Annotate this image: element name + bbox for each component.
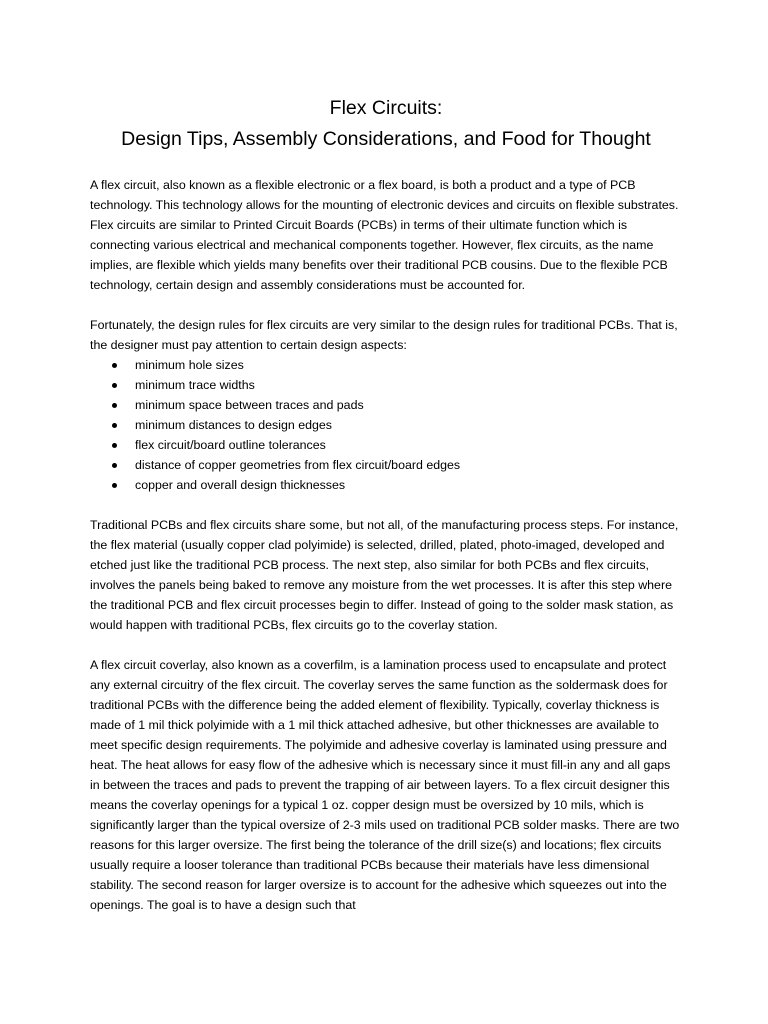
bullet-icon xyxy=(112,483,117,488)
design-aspects-list xyxy=(90,355,682,495)
list-item: distance of copper geometries from flex circuit/board edges xyxy=(90,455,682,475)
document-page xyxy=(90,93,682,915)
paragraph-manufacturing: Traditional PCBs and flex circuits share some, but not all, of the manufacturing process steps. For instance, the flex material (usually copper clad polyimide) is selected, drilled, plated, photo-imaged, developed and etched just like the traditional PCB process. The next step, also similar for both PCBs and flex circuits, involves the panels being baked to remove any moisture from the wet processes. It is after this step where the traditional PCB and flex circuit processes begin to differ. Instead of going to the solder mask station, as would happen with traditional PCBs, flex circuits go to the coverlay station. xyxy=(90,518,679,632)
bullet-icon xyxy=(112,363,117,368)
list-item: minimum distances to design edges xyxy=(90,415,682,435)
list-item: copper and overall design thicknesses xyxy=(90,475,682,495)
list-item: minimum hole sizes xyxy=(90,355,682,375)
document-title xyxy=(70,93,702,155)
title-line-2: Design Tips, Assembly Considerations, and Food for Thought xyxy=(121,128,651,150)
bullet-icon xyxy=(112,423,117,428)
list-item: flex circuit/board outline tolerances xyxy=(90,435,682,455)
list-item: minimum space between traces and pads xyxy=(90,395,682,415)
title-line-1: Flex Circuits: xyxy=(329,97,443,119)
bullet-icon xyxy=(112,403,117,408)
paragraph-coverlay: A flex circuit coverlay, also known as a coverfilm, is a lamination process used to encapsulate and protect any external circuitry of the flex circuit. The coverlay serves the same function as the soldermask does for traditional PCBs with the difference being the added element of flexibility. Typically, coverlay thickness is made of 1 mil thick polyimide with a 1 mil thick attached adhesive, but other thicknesses are available to meet specific design requirements. The polyimide and adhesive coverlay is laminated using pressure and heat. The heat allows for easy flow of the adhesive which is necessary since it must fill-in any and all gaps in between the traces and pads to prevent the trapping of air between layers. To a flex circuit designer this means the coverlay openings for a typical 1 oz. copper design must be oversized by 10 mils, which is significantly larger than the typical oversize of 2-3 mils used on traditional PCB solder masks. There are two reasons for this larger oversize. The first being the tolerance of the drill size(s) and locations; flex circuits usually require a looser tolerance than traditional PCBs because their materials have less dimensional stability. The second reason for larger oversize is to account for the adhesive which squeezes out into the openings. The goal is to have a design such that xyxy=(90,658,680,912)
list-item: minimum trace widths xyxy=(90,375,682,395)
paragraph-intro: A flex circuit, also known as a flexible electronic or a flex board, is both a product and a type of PCB technology. This technology allows for the mounting of electronic devices and circuits on flexible substrates. Flex circuits are similar to Printed Circuit Boards (PCBs) in terms of their ultimate function which is connecting various electrical and mechanical components together. However, flex circuits, as the name implies, are flexible which yields many benefits over their traditional PCB cousins. Due to the flexible PCB technology, certain design and assembly considerations must be accounted for. xyxy=(90,178,679,292)
bullet-icon xyxy=(112,383,117,388)
bullet-icon xyxy=(112,443,117,448)
bullet-icon xyxy=(112,463,117,468)
paragraph-design-rules: Fortunately, the design rules for flex circuits are very similar to the design rules for traditional PCBs. That is, the designer must pay attention to certain design aspects: xyxy=(90,318,678,352)
